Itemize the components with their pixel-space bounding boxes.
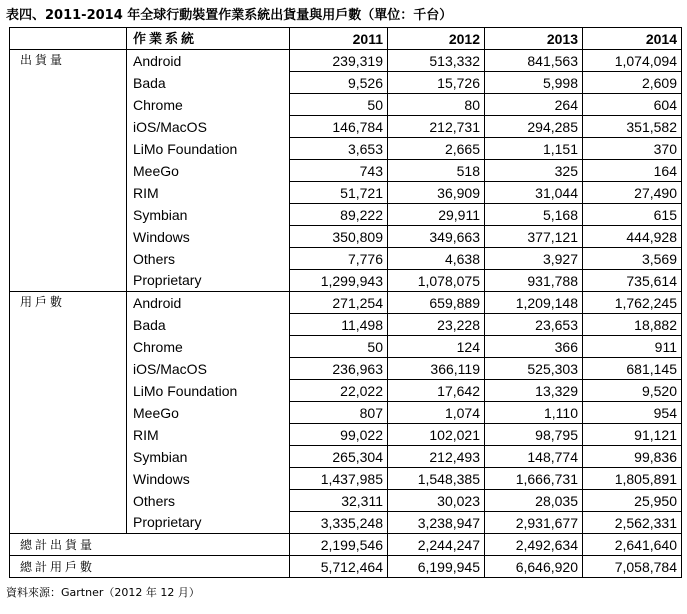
value-cell: 2,665 xyxy=(388,138,485,160)
value-cell: 25,950 xyxy=(583,490,682,512)
group-label-cell xyxy=(10,160,127,182)
group-label-cell xyxy=(10,314,127,336)
table-title: 表四、2011-2014 年全球行動裝置作業系統出貨量與用戶數（單位：千台） xyxy=(6,8,453,23)
value-cell: 212,731 xyxy=(388,116,485,138)
table-row xyxy=(10,116,682,138)
table-row xyxy=(10,160,682,182)
os-name-cell: RIM xyxy=(127,182,290,204)
group-label-cell xyxy=(10,402,127,424)
group-label-cell xyxy=(10,512,127,534)
value-cell: 735,614 xyxy=(583,270,682,292)
header-year: 2011 xyxy=(290,28,388,50)
total-value-cell: 2,641,640 xyxy=(583,534,682,556)
group-label-cell: 用戶數 xyxy=(10,292,127,314)
os-name-cell: Android xyxy=(127,292,290,314)
table-row xyxy=(10,358,682,380)
value-cell: 366 xyxy=(485,336,583,358)
value-cell: 239,319 xyxy=(290,50,388,72)
header-row xyxy=(10,28,682,50)
value-cell: 5,168 xyxy=(485,204,583,226)
value-cell: 3,653 xyxy=(290,138,388,160)
value-cell: 351,582 xyxy=(583,116,682,138)
value-cell: 349,663 xyxy=(388,226,485,248)
os-name-cell: iOS/MacOS xyxy=(127,116,290,138)
value-cell: 1,666,731 xyxy=(485,468,583,490)
group-label-cell xyxy=(10,226,127,248)
value-cell: 841,563 xyxy=(485,50,583,72)
group-label-cell xyxy=(10,72,127,94)
value-cell: 15,726 xyxy=(388,72,485,94)
os-name-cell: Proprietary xyxy=(127,270,290,292)
value-cell: 366,119 xyxy=(388,358,485,380)
table-row xyxy=(10,94,682,116)
value-cell: 30,023 xyxy=(388,490,485,512)
value-cell: 91,121 xyxy=(583,424,682,446)
value-cell: 1,074 xyxy=(388,402,485,424)
value-cell: 50 xyxy=(290,94,388,116)
table-row xyxy=(10,182,682,204)
value-cell: 11,498 xyxy=(290,314,388,336)
total-row xyxy=(10,534,682,556)
total-value-cell: 2,244,247 xyxy=(388,534,485,556)
group-label-cell xyxy=(10,424,127,446)
group-label-cell xyxy=(10,248,127,270)
group-label-cell xyxy=(10,182,127,204)
group-label-cell xyxy=(10,446,127,468)
table-row xyxy=(10,468,682,490)
os-name-cell: Proprietary xyxy=(127,512,290,534)
os-name-cell: MeeGo xyxy=(127,160,290,182)
group-label-cell xyxy=(10,336,127,358)
value-cell: 124 xyxy=(388,336,485,358)
value-cell: 911 xyxy=(583,336,682,358)
group-label-cell: 出貨量 xyxy=(10,50,127,72)
value-cell: 3,335,248 xyxy=(290,512,388,534)
total-value-cell: 5,712,464 xyxy=(290,556,388,578)
value-cell: 1,299,943 xyxy=(290,270,388,292)
value-cell: 27,490 xyxy=(583,182,682,204)
value-cell: 264 xyxy=(485,94,583,116)
value-cell: 146,784 xyxy=(290,116,388,138)
value-cell: 7,776 xyxy=(290,248,388,270)
value-cell: 377,121 xyxy=(485,226,583,248)
header-year: 2014 xyxy=(583,28,682,50)
value-cell: 807 xyxy=(290,402,388,424)
total-value-cell: 2,492,634 xyxy=(485,534,583,556)
os-name-cell: Others xyxy=(127,248,290,270)
os-name-cell: Bada xyxy=(127,314,290,336)
os-name-cell: Android xyxy=(127,50,290,72)
table-row xyxy=(10,336,682,358)
table-row xyxy=(10,72,682,94)
group-label-cell xyxy=(10,94,127,116)
table-row xyxy=(10,490,682,512)
value-cell: 2,931,677 xyxy=(485,512,583,534)
value-cell: 3,569 xyxy=(583,248,682,270)
value-cell: 1,209,148 xyxy=(485,292,583,314)
group-label-cell xyxy=(10,490,127,512)
table-row xyxy=(10,226,682,248)
value-cell: 17,642 xyxy=(388,380,485,402)
os-name-cell: Windows xyxy=(127,468,290,490)
value-cell: 681,145 xyxy=(583,358,682,380)
value-cell: 2,562,331 xyxy=(583,512,682,534)
value-cell: 1,548,385 xyxy=(388,468,485,490)
value-cell: 9,520 xyxy=(583,380,682,402)
group-label-cell xyxy=(10,358,127,380)
value-cell: 4,638 xyxy=(388,248,485,270)
table-row xyxy=(10,314,682,336)
group-label-cell xyxy=(10,270,127,292)
value-cell: 350,809 xyxy=(290,226,388,248)
value-cell: 18,882 xyxy=(583,314,682,336)
group-label-cell xyxy=(10,204,127,226)
value-cell: 525,303 xyxy=(485,358,583,380)
os-name-cell: Symbian xyxy=(127,204,290,226)
table-row xyxy=(10,204,682,226)
header-os: 作業系統 xyxy=(127,28,290,50)
os-name-cell: iOS/MacOS xyxy=(127,358,290,380)
value-cell: 28,035 xyxy=(485,490,583,512)
table-row xyxy=(10,270,682,292)
table-row xyxy=(10,50,682,72)
header-year: 2013 xyxy=(485,28,583,50)
value-cell: 1,762,245 xyxy=(583,292,682,314)
value-cell: 931,788 xyxy=(485,270,583,292)
table-row xyxy=(10,424,682,446)
value-cell: 513,332 xyxy=(388,50,485,72)
value-cell: 444,928 xyxy=(583,226,682,248)
value-cell: 604 xyxy=(583,94,682,116)
value-cell: 9,526 xyxy=(290,72,388,94)
os-name-cell: Bada xyxy=(127,72,290,94)
value-cell: 236,963 xyxy=(290,358,388,380)
total-value-cell: 6,199,945 xyxy=(388,556,485,578)
value-cell: 22,022 xyxy=(290,380,388,402)
os-name-cell: MeeGo xyxy=(127,402,290,424)
os-name-cell: Windows xyxy=(127,226,290,248)
value-cell: 2,609 xyxy=(583,72,682,94)
value-cell: 1,805,891 xyxy=(583,468,682,490)
value-cell: 265,304 xyxy=(290,446,388,468)
table-row xyxy=(10,446,682,468)
table-row xyxy=(10,292,682,314)
value-cell: 1,074,094 xyxy=(583,50,682,72)
value-cell: 23,653 xyxy=(485,314,583,336)
value-cell: 13,329 xyxy=(485,380,583,402)
source-note: 資料來源：Gartner（2012 年 12 月） xyxy=(6,586,200,599)
value-cell: 31,044 xyxy=(485,182,583,204)
total-label-cell: 總計出貨量 xyxy=(10,534,290,556)
value-cell: 659,889 xyxy=(388,292,485,314)
os-name-cell: LiMo Foundation xyxy=(127,138,290,160)
value-cell: 370 xyxy=(583,138,682,160)
value-cell: 99,836 xyxy=(583,446,682,468)
os-name-cell: Chrome xyxy=(127,336,290,358)
table-body xyxy=(10,28,682,578)
total-value-cell: 6,646,920 xyxy=(485,556,583,578)
total-row xyxy=(10,556,682,578)
table-row xyxy=(10,512,682,534)
value-cell: 294,285 xyxy=(485,116,583,138)
value-cell: 102,021 xyxy=(388,424,485,446)
total-value-cell: 2,199,546 xyxy=(290,534,388,556)
header-corner xyxy=(10,28,127,50)
table-row xyxy=(10,380,682,402)
table-row xyxy=(10,248,682,270)
os-name-cell: Chrome xyxy=(127,94,290,116)
os-name-cell: Symbian xyxy=(127,446,290,468)
group-label-cell xyxy=(10,468,127,490)
os-name-cell: LiMo Foundation xyxy=(127,380,290,402)
value-cell: 1,110 xyxy=(485,402,583,424)
value-cell: 954 xyxy=(583,402,682,424)
value-cell: 36,909 xyxy=(388,182,485,204)
value-cell: 50 xyxy=(290,336,388,358)
value-cell: 99,022 xyxy=(290,424,388,446)
value-cell: 148,774 xyxy=(485,446,583,468)
os-name-cell: RIM xyxy=(127,424,290,446)
group-label-cell xyxy=(10,380,127,402)
value-cell: 1,151 xyxy=(485,138,583,160)
value-cell: 518 xyxy=(388,160,485,182)
value-cell: 325 xyxy=(485,160,583,182)
table-row xyxy=(10,402,682,424)
value-cell: 615 xyxy=(583,204,682,226)
value-cell: 5,998 xyxy=(485,72,583,94)
total-value-cell: 7,058,784 xyxy=(583,556,682,578)
value-cell: 1,437,985 xyxy=(290,468,388,490)
header-year: 2012 xyxy=(388,28,485,50)
value-cell: 23,228 xyxy=(388,314,485,336)
group-label-cell xyxy=(10,138,127,160)
value-cell: 164 xyxy=(583,160,682,182)
value-cell: 743 xyxy=(290,160,388,182)
value-cell: 51,721 xyxy=(290,182,388,204)
value-cell: 271,254 xyxy=(290,292,388,314)
value-cell: 32,311 xyxy=(290,490,388,512)
value-cell: 89,222 xyxy=(290,204,388,226)
group-label-cell xyxy=(10,116,127,138)
value-cell: 3,238,947 xyxy=(388,512,485,534)
os-data-table xyxy=(9,27,682,578)
os-name-cell: Others xyxy=(127,490,290,512)
total-label-cell: 總計用戶數 xyxy=(10,556,290,578)
value-cell: 80 xyxy=(388,94,485,116)
value-cell: 1,078,075 xyxy=(388,270,485,292)
value-cell: 212,493 xyxy=(388,446,485,468)
value-cell: 3,927 xyxy=(485,248,583,270)
value-cell: 98,795 xyxy=(485,424,583,446)
value-cell: 29,911 xyxy=(388,204,485,226)
table-row xyxy=(10,138,682,160)
